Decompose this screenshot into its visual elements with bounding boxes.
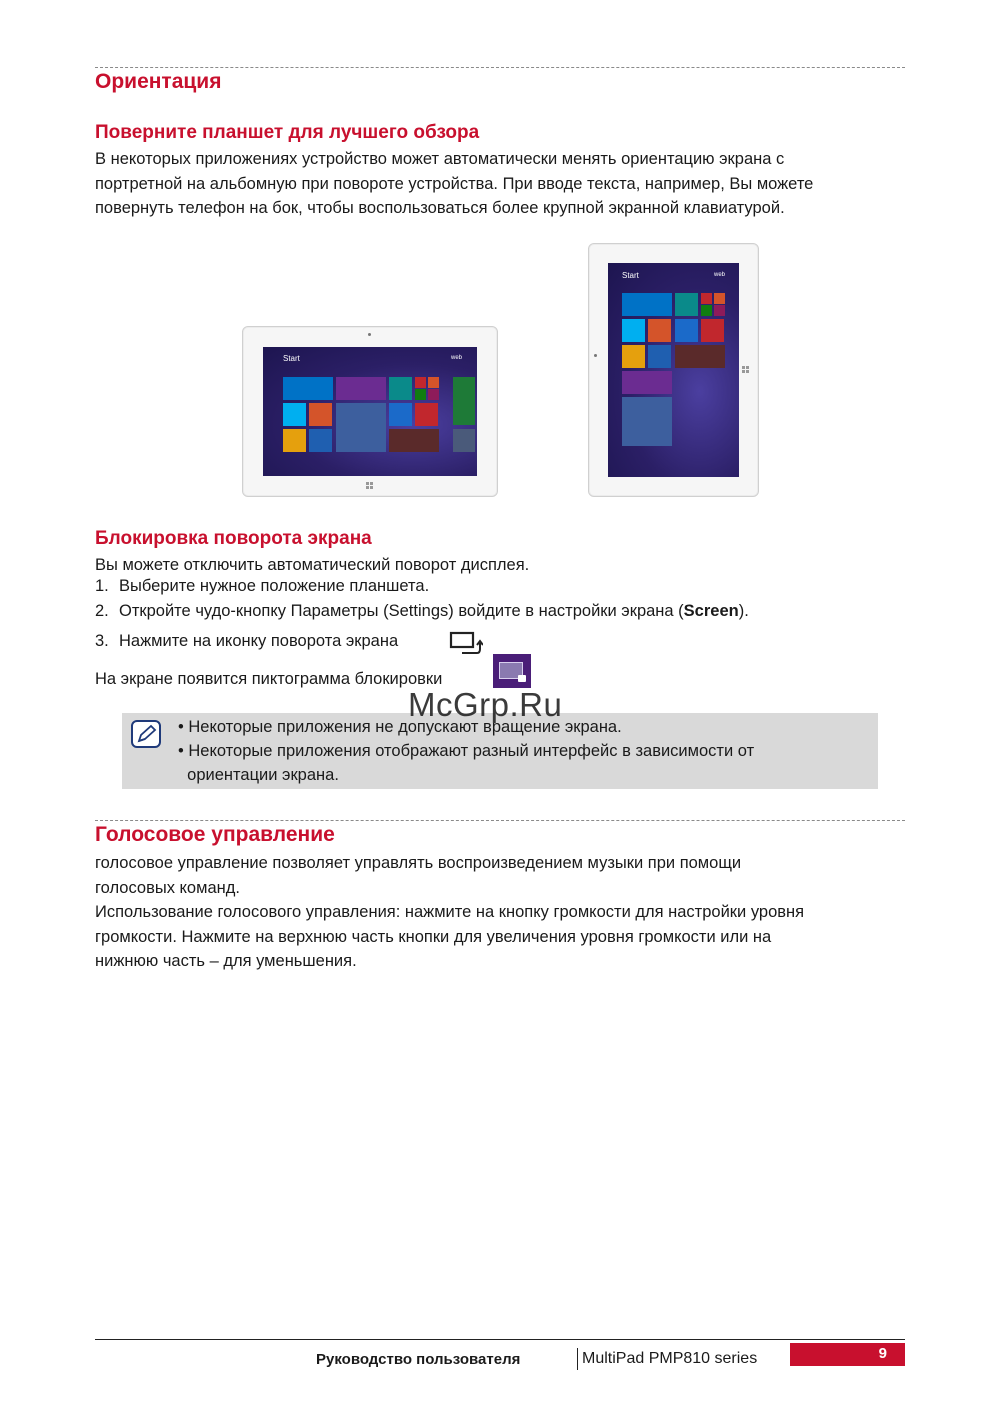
photos-tile	[389, 377, 412, 400]
desktop-tile	[283, 429, 306, 452]
music-tile-portrait	[714, 293, 725, 304]
camera-tile-portrait	[714, 305, 725, 316]
mail-tile	[283, 377, 333, 400]
voice-paragraph	[95, 851, 915, 974]
weather-tile	[336, 403, 386, 452]
start-label-portrait: Start	[622, 271, 639, 280]
note-line-3: ориентации экрана.	[178, 766, 339, 784]
top-divider	[95, 67, 905, 68]
ie-tile-portrait	[675, 319, 698, 342]
onedrive-tile-portrait	[648, 345, 671, 368]
landscape-start-screen	[263, 347, 477, 476]
video-tile-portrait	[701, 293, 712, 304]
ie-tile	[389, 403, 412, 426]
landscape-tablet-image	[242, 326, 498, 497]
note-line-2: • Некоторые приложения отображают разный интерфейс в зависимости от	[178, 742, 755, 760]
step-3: 3. Нажмите на иконку поворота экрана	[95, 632, 399, 650]
people-tile	[309, 403, 332, 426]
lock-result-text: На экране появится пиктограмма блокировки	[95, 670, 443, 688]
skype-tile-portrait	[622, 319, 645, 342]
camera-dot	[368, 333, 371, 336]
section-title-voice: Голосовое управление	[95, 823, 335, 846]
subtitle-rotate-tablet: Поверните планшет для лучшего обзора	[95, 122, 480, 143]
skype-tile	[283, 403, 306, 426]
step-1: 1. Выберите нужное положение планшета.	[95, 577, 430, 595]
screen-bold-label: Screen	[683, 602, 739, 620]
games-tile-portrait	[701, 305, 712, 316]
page-number: 9	[878, 1345, 887, 1362]
footer-product-name: MultiPad PMP810 series	[582, 1350, 758, 1367]
section-divider	[95, 820, 905, 821]
windows-button-icon-portrait	[742, 366, 750, 374]
rotation-lock-icon	[493, 654, 531, 688]
orientation-paragraph	[95, 147, 915, 221]
user-label: web	[451, 355, 463, 361]
camera-tile	[428, 389, 439, 400]
start-label: Start	[283, 354, 300, 363]
watermark: McGrp.Ru	[408, 686, 563, 723]
lock-intro: Вы можете отключить автоматический поворот дисплея.	[95, 556, 530, 574]
voice-line-2: голосовых команд.	[95, 878, 240, 897]
photos-tile-portrait	[675, 293, 698, 316]
section-title-rotation-lock: Блокировка поворота экрана	[95, 528, 372, 549]
people-tile-portrait	[648, 319, 671, 342]
games-tile	[415, 389, 426, 400]
step-2: 2. Откройте чудо-кнопку Параметры (Settings) войдите в настройки экрана (Screen).	[95, 602, 749, 620]
voice-line-1: голосовое управление позволяет управлять воспроизведением музыки при помощи	[95, 854, 742, 872]
voice-line-4: громкости. Нажмите на верхнюю часть кнопки для увеличения уровня громкости или на	[95, 927, 772, 946]
help-tile-portrait	[701, 319, 724, 342]
rotate-screen-icon	[449, 631, 483, 655]
note-line-1: • Некоторые приложения не допускают вращение экрана.	[178, 718, 622, 736]
calendar-tile-portrait	[622, 371, 672, 394]
onedrive-tile	[309, 429, 332, 452]
note-pencil-icon	[131, 720, 161, 748]
weather-tile-portrait	[622, 397, 672, 446]
news-tile-portrait	[675, 345, 725, 368]
side-tile	[453, 429, 475, 452]
news-tile	[389, 429, 439, 452]
orientation-line-1: В некоторых приложениях устройство может автоматически менять ориентацию экрана с	[95, 150, 785, 168]
footer-rule	[95, 1339, 905, 1340]
voice-line-3: Использование голосового управления: нажмите на кнопку громкости для настройки уровня	[95, 903, 805, 921]
store-tile	[453, 377, 475, 425]
video-tile	[415, 377, 426, 388]
footer-separator	[577, 1348, 578, 1370]
help-tile	[415, 403, 438, 426]
mail-tile-portrait	[622, 293, 672, 316]
user-label-portrait: web	[714, 272, 726, 278]
portrait-tablet-image	[588, 243, 759, 497]
section-title-orientation: Ориентация	[95, 70, 222, 93]
windows-button-icon	[366, 482, 374, 490]
portrait-start-screen	[608, 263, 739, 477]
calendar-tile	[336, 377, 386, 400]
voice-line-5: нижнюю часть – для уменьшения.	[95, 952, 357, 970]
music-tile	[428, 377, 439, 388]
orientation-line-2: портретной на альбомную при повороте устройства. При вводе текста, например, Вы можете	[95, 174, 814, 193]
footer-manual-title: Руководство пользователя	[316, 1351, 521, 1368]
page-number-badge	[790, 1343, 905, 1366]
orientation-line-3: повернуть телефон на бок, чтобы воспользоваться более крупной экранной клавиатурой.	[95, 199, 785, 217]
side-dot	[594, 354, 597, 357]
desktop-tile-portrait	[622, 345, 645, 368]
